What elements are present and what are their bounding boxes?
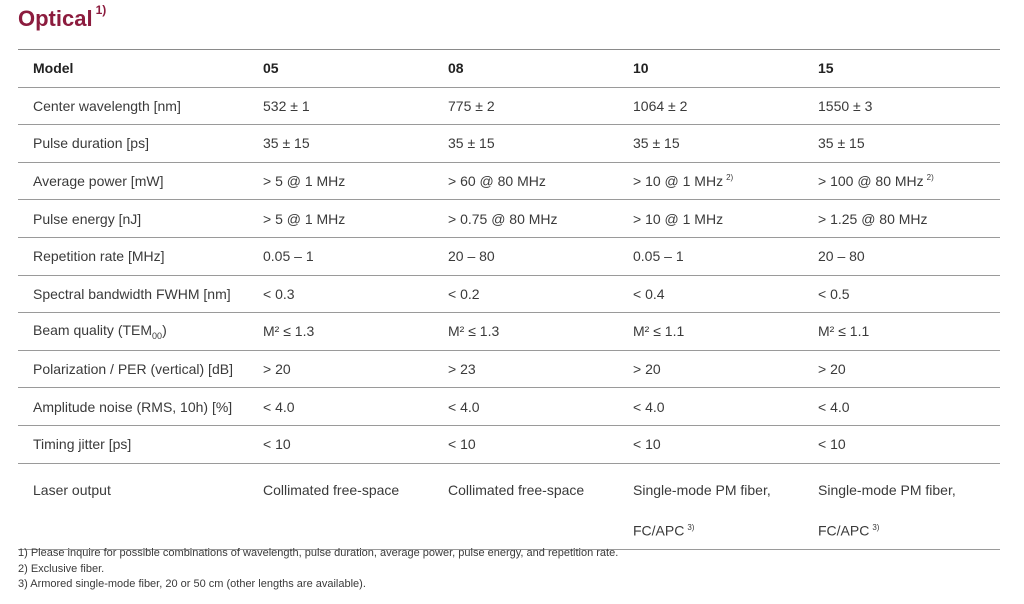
row-label: Laser output: [18, 463, 248, 550]
footnote-mark: 3): [872, 522, 880, 532]
table-cell: > 60 @ 80 MHz: [433, 162, 618, 200]
table-cell: 0.05 – 1: [618, 237, 803, 275]
table-row: [18, 162, 1000, 200]
row-label: Amplitude noise (RMS, 10h) [%]: [18, 388, 248, 426]
table-cell: Single-mode PM fiber, FC/APC $^{3)}$: [803, 463, 1000, 550]
table-cell: > 20: [803, 350, 1000, 388]
row-label: Average power [mW]: [18, 162, 248, 200]
footnote-mark: 2): [926, 173, 934, 183]
table-cell: < 4.0: [433, 388, 618, 426]
row-label: Repetition rate [MHz]: [18, 237, 248, 275]
footnote: 3) Armored single-mode fiber, 20 or 50 cm (other lengths are available).: [18, 578, 366, 590]
table-cell: < 10: [433, 425, 618, 463]
table-cell: < 10: [618, 425, 803, 463]
table-cell: M² ≤ 1.3: [433, 313, 618, 351]
table-cell: < 0.4: [618, 275, 803, 313]
column-header: 10: [618, 50, 803, 88]
table-cell: > 100 @ 80 MHz $^{2)}$: [803, 162, 1000, 200]
table-cell: < 4.0: [618, 388, 803, 426]
table-cell: 1064 ± 2: [618, 87, 803, 125]
table-cell: 35 ± 15: [433, 125, 618, 163]
table-cell: Collimated free-space: [248, 463, 433, 550]
section-title-text: Optical: [18, 6, 93, 31]
table-cell: Collimated free-space: [433, 463, 618, 550]
optical-spec-table: [18, 49, 1000, 550]
table-cell: > 1.25 @ 80 MHz: [803, 200, 1000, 238]
table-cell: 35 ± 15: [803, 125, 1000, 163]
row-label: Pulse energy [nJ]: [18, 200, 248, 238]
table-row: [18, 463, 1000, 550]
row-label: Polarization / PER (vertical) [dB]: [18, 350, 248, 388]
table-cell: < 10: [803, 425, 1000, 463]
footnote: 2) Exclusive fiber.: [18, 562, 105, 575]
table-cell: > 0.75 @ 80 MHz: [433, 200, 618, 238]
table-row: [18, 350, 1000, 388]
table-cell: Single-mode PM fiber, FC/APC $^{3)}$: [618, 463, 803, 550]
table-cell: < 0.2: [433, 275, 618, 313]
table-cell: 35 ± 15: [618, 125, 803, 163]
table-cell: 1550 ± 3: [803, 87, 1000, 125]
table-row: [18, 125, 1000, 163]
row-label: Timing jitter [ps]: [18, 425, 248, 463]
table-cell: 20 – 80: [433, 237, 618, 275]
column-header: 15: [803, 50, 1000, 88]
table-cell: > 10 @ 1 MHz: [618, 200, 803, 238]
table-row: [18, 425, 1000, 463]
table-cell: 35 ± 15: [248, 125, 433, 163]
table-cell: M² ≤ 1.1: [803, 313, 1000, 351]
subscript: 00: [152, 330, 163, 341]
table-cell: M² ≤ 1.1: [618, 313, 803, 351]
table-cell: 20 – 80: [803, 237, 1000, 275]
table-cell: > 20: [618, 350, 803, 388]
table-row: [18, 388, 1000, 426]
table-cell: < 0.5: [803, 275, 1000, 313]
row-label: Spectral bandwidth FWHM [nm]: [18, 275, 248, 313]
section-title: [18, 2, 107, 32]
table-cell: > 23: [433, 350, 618, 388]
table-cell: < 4.0: [803, 388, 1000, 426]
table-cell: < 4.0: [248, 388, 433, 426]
column-header: 05: [248, 50, 433, 88]
table-cell: > 5 @ 1 MHz: [248, 162, 433, 200]
spec-table-body: [18, 50, 1000, 550]
table-cell: 775 ± 2: [433, 87, 618, 125]
table-cell: > 20: [248, 350, 433, 388]
footnote: 1) Please inquire for possible combinations of wavelength, pulse duration, average power, pulse energy, and repetition rate.: [18, 547, 619, 559]
table-cell: > 10 @ 1 MHz $^{2)}$: [618, 162, 803, 200]
footnote-mark: 3): [687, 522, 695, 532]
table-row: [18, 237, 1000, 275]
table-row: [18, 313, 1000, 351]
row-label: Pulse duration [ps]: [18, 125, 248, 163]
title-footnote-mark: 1): [95, 2, 107, 17]
table-cell: > 5 @ 1 MHz: [248, 200, 433, 238]
footnotes: [18, 546, 618, 593]
table-cell: 0.05 – 1: [248, 237, 433, 275]
footnote-mark: 2): [726, 173, 734, 183]
row-label: Beam quality $(TEM_{00})$: [18, 313, 248, 351]
table-row: [18, 87, 1000, 125]
table-cell: < 0.3: [248, 275, 433, 313]
table-cell: < 10: [248, 425, 433, 463]
table-cell: M² ≤ 1.3: [248, 313, 433, 351]
table-row: [18, 200, 1000, 238]
table-cell: 532 ± 1: [248, 87, 433, 125]
column-header: Model: [18, 50, 248, 88]
table-row: [18, 275, 1000, 313]
row-label: Center wavelength [nm]: [18, 87, 248, 125]
table-header-row: [18, 50, 1000, 88]
column-header: 08: [433, 50, 618, 88]
